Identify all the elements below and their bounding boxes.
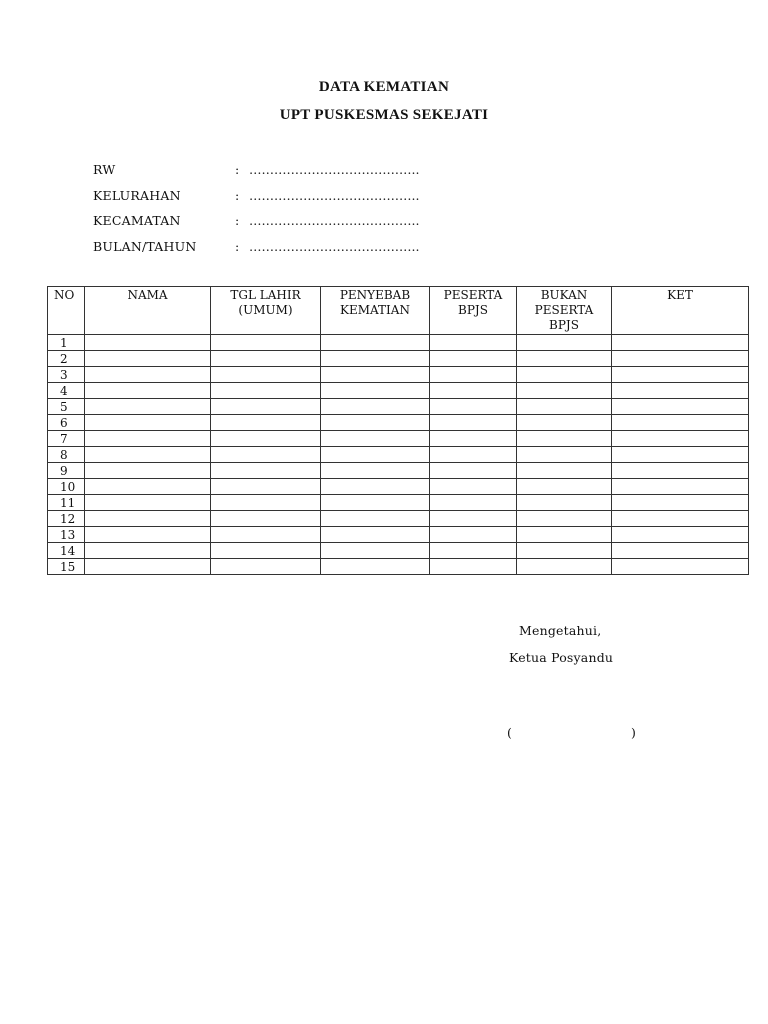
empty-cell (211, 399, 321, 415)
empty-cell (612, 527, 749, 543)
empty-cell (321, 335, 430, 351)
empty-cell (211, 447, 321, 463)
empty-cell (85, 383, 211, 399)
empty-cell (612, 559, 749, 575)
info-label: KELURAHAN (93, 187, 181, 203)
empty-cell (612, 511, 749, 527)
column-header-peserta-bpjs (430, 287, 517, 335)
document-subtitle: UPT PUSKESMAS SEKEJATI (279, 107, 489, 123)
empty-cell (211, 431, 321, 447)
empty-cell (85, 335, 211, 351)
row-number: 14 (48, 543, 85, 559)
empty-cell (321, 511, 430, 527)
empty-cell (85, 479, 211, 495)
empty-cell (321, 447, 430, 463)
row-number: 4 (48, 383, 85, 399)
table-header-row (48, 287, 749, 335)
empty-cell (517, 511, 612, 527)
table-row (48, 511, 749, 527)
empty-cell (85, 399, 211, 415)
info-blank: ………………………………….. (249, 187, 420, 203)
empty-cell (211, 559, 321, 575)
header-line: (UMUM) (238, 303, 293, 317)
empty-cell (430, 351, 517, 367)
empty-cell (321, 463, 430, 479)
info-label: BULAN/TAHUN (93, 238, 197, 254)
empty-cell (430, 431, 517, 447)
table-row (48, 367, 749, 383)
empty-cell (612, 399, 749, 415)
header-line: PESERTA (534, 303, 594, 317)
empty-cell (517, 559, 612, 575)
document-title: DATA KEMATIAN (318, 79, 450, 95)
empty-cell (211, 383, 321, 399)
info-block (93, 157, 419, 259)
info-row-kelurahan (93, 183, 419, 209)
empty-cell (321, 415, 430, 431)
row-number: 2 (48, 351, 85, 367)
empty-cell (430, 559, 517, 575)
row-number: 3 (48, 367, 85, 383)
empty-cell (612, 495, 749, 511)
info-colon: : (235, 238, 240, 254)
empty-cell (612, 463, 749, 479)
empty-cell (517, 367, 612, 383)
signature-name-open-paren: ( (507, 725, 512, 740)
column-header-no (48, 287, 85, 335)
column-header-tgl-lahir (211, 287, 321, 335)
column-header-nama (85, 287, 211, 335)
row-number: 11 (48, 495, 85, 511)
empty-cell (517, 479, 612, 495)
empty-cell (517, 447, 612, 463)
header-line: NAMA (127, 288, 168, 302)
info-blank: ………………………………….. (249, 213, 420, 229)
table-row (48, 399, 749, 415)
empty-cell (517, 527, 612, 543)
info-colon: : (235, 187, 240, 203)
info-row-rw (93, 157, 419, 183)
empty-cell (430, 495, 517, 511)
empty-cell (430, 367, 517, 383)
empty-cell (430, 511, 517, 527)
header-line: KET (667, 288, 693, 302)
empty-cell (517, 543, 612, 559)
header-line: PESERTA (443, 288, 503, 302)
empty-cell (517, 463, 612, 479)
empty-cell (612, 415, 749, 431)
row-number: 1 (48, 335, 85, 351)
empty-cell (85, 559, 211, 575)
empty-cell (430, 447, 517, 463)
header-line: PENYEBAB (339, 288, 411, 302)
signature-name-close-paren: ) (631, 725, 636, 740)
signature-acknowledged: Mengetahui, (519, 623, 602, 638)
empty-cell (612, 543, 749, 559)
info-blank: ………………………………….. (249, 162, 420, 178)
empty-cell (430, 463, 517, 479)
info-colon: : (235, 162, 240, 178)
empty-cell (85, 447, 211, 463)
empty-cell (85, 415, 211, 431)
header-line: KEMATIAN (340, 303, 410, 317)
empty-cell (517, 383, 612, 399)
signature-role: Ketua Posyandu (509, 650, 614, 665)
column-header-penyebab-kematian (321, 287, 430, 335)
empty-cell (612, 351, 749, 367)
empty-cell (430, 479, 517, 495)
empty-cell (430, 383, 517, 399)
table-row (48, 543, 749, 559)
table-row (48, 559, 749, 575)
empty-cell (211, 511, 321, 527)
table-row (48, 351, 749, 367)
info-row-kecamatan (93, 208, 419, 234)
empty-cell (321, 431, 430, 447)
table-row (48, 335, 749, 351)
empty-cell (211, 527, 321, 543)
empty-cell (321, 479, 430, 495)
empty-cell (430, 335, 517, 351)
empty-cell (612, 367, 749, 383)
empty-cell (612, 383, 749, 399)
empty-cell (211, 495, 321, 511)
empty-cell (85, 463, 211, 479)
empty-cell (321, 495, 430, 511)
empty-cell (211, 367, 321, 383)
info-blank: ………………………………….. (249, 238, 420, 254)
empty-cell (517, 431, 612, 447)
row-number: 9 (48, 463, 85, 479)
table-body (48, 335, 749, 575)
empty-cell (85, 367, 211, 383)
row-number: 7 (48, 431, 85, 447)
row-number: 15 (48, 559, 85, 575)
info-row-bulan-tahun (93, 234, 419, 260)
column-header-bukan-peserta-bpjs (517, 287, 612, 335)
row-number: 10 (48, 479, 85, 495)
empty-cell (211, 415, 321, 431)
empty-cell (612, 479, 749, 495)
table-row (48, 495, 749, 511)
row-number: 13 (48, 527, 85, 543)
empty-cell (430, 543, 517, 559)
empty-cell (612, 431, 749, 447)
column-header-ket (612, 287, 749, 335)
table-row (48, 431, 749, 447)
header-line: BUKAN (540, 288, 588, 302)
empty-cell (211, 479, 321, 495)
empty-cell (517, 415, 612, 431)
header-line: TGL LAHIR (230, 288, 301, 302)
empty-cell (211, 543, 321, 559)
empty-cell (85, 527, 211, 543)
table-row (48, 479, 749, 495)
info-label: RW (93, 162, 116, 178)
empty-cell (430, 399, 517, 415)
row-number: 8 (48, 447, 85, 463)
row-number: 5 (48, 399, 85, 415)
header-line: BPJS (549, 318, 579, 332)
table-row (48, 463, 749, 479)
empty-cell (517, 399, 612, 415)
empty-cell (211, 351, 321, 367)
table-row (48, 415, 749, 431)
table-row (48, 527, 749, 543)
empty-cell (85, 495, 211, 511)
empty-cell (211, 335, 321, 351)
empty-cell (321, 383, 430, 399)
empty-cell (211, 463, 321, 479)
row-number: 6 (48, 415, 85, 431)
empty-cell (517, 335, 612, 351)
empty-cell (517, 495, 612, 511)
info-colon: : (235, 213, 240, 229)
empty-cell (85, 351, 211, 367)
header-line: BPJS (458, 303, 488, 317)
empty-cell (517, 351, 612, 367)
empty-cell (612, 447, 749, 463)
header-line: NO (54, 288, 75, 302)
empty-cell (321, 399, 430, 415)
table-row (48, 383, 749, 399)
empty-cell (85, 431, 211, 447)
empty-cell (321, 527, 430, 543)
empty-cell (321, 543, 430, 559)
empty-cell (430, 415, 517, 431)
empty-cell (85, 511, 211, 527)
empty-cell (321, 367, 430, 383)
empty-cell (321, 559, 430, 575)
death-data-table (47, 286, 749, 575)
info-label: KECAMATAN (93, 213, 181, 229)
empty-cell (85, 543, 211, 559)
empty-cell (321, 351, 430, 367)
empty-cell (612, 335, 749, 351)
empty-cell (430, 527, 517, 543)
table-row (48, 447, 749, 463)
row-number: 12 (48, 511, 85, 527)
